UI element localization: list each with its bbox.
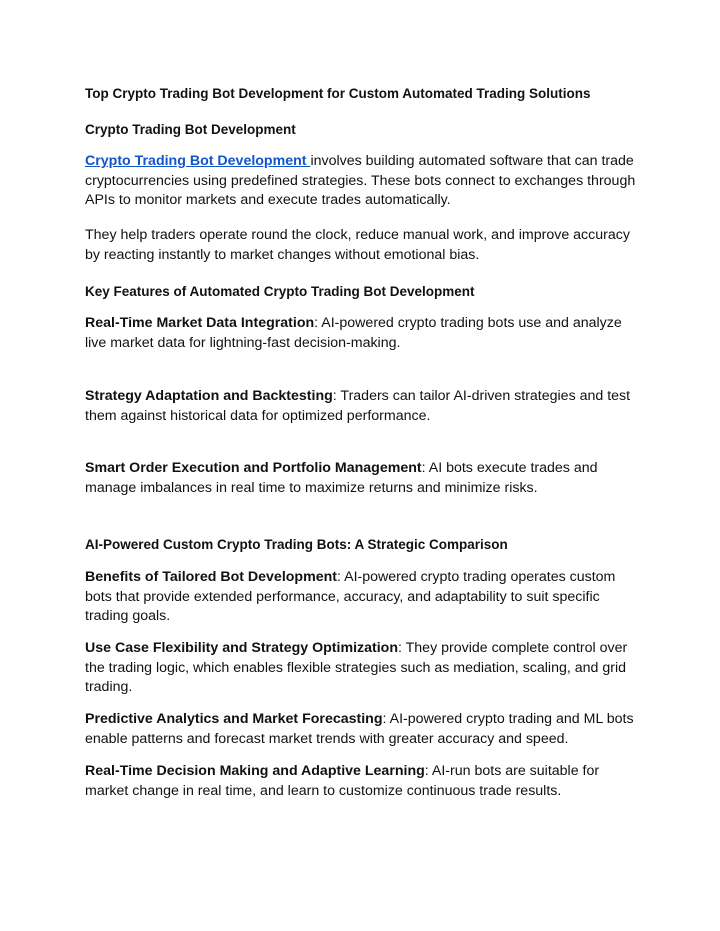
comparison-item: [85, 568, 645, 627]
feature-item: [85, 387, 645, 426]
comparison-term: Benefits of Tailored Bot Development: [85, 569, 337, 585]
crypto-trading-bot-development-link[interactable]: [85, 153, 310, 169]
comparison-text: : AI-run bots are suitable for market change in real time, and learn to customize continuous trade results.: [85, 763, 600, 799]
section-heading-key-features: Key Features of Automated Crypto Trading Bot Development: [85, 284, 475, 299]
comparison-term: Predictive Analytics and Market Forecasting: [85, 711, 383, 727]
benefits-paragraph: They help traders operate round the clock, reduce manual work, and improve accuracy by reacting instantly to market changes without emotional bias.: [85, 227, 630, 263]
feature-item: [85, 459, 645, 498]
feature-text: : AI bots execute trades and manage imbalances in real time to maximize returns and minimize risks.: [85, 460, 598, 496]
comparison-term: Real-Time Decision Making and Adaptive Learning: [85, 763, 425, 779]
comparison-item: [85, 762, 645, 801]
comparison-text: : AI-powered crypto trading operates custom bots that provide extended performance, accuracy, and adaptability to suit specific trading goals.: [85, 569, 616, 625]
feature-term: Smart Order Execution and Portfolio Management: [85, 460, 422, 476]
comparison-text: : AI-powered crypto trading and ML bots enable patterns and forecast market trends with greater accuracy and speed.: [85, 711, 634, 747]
comparison-item: [85, 710, 645, 749]
intro-paragraph: [85, 152, 645, 211]
feature-item: [85, 314, 645, 353]
document-title: Top Crypto Trading Bot Development for Custom Automated Trading Solutions: [85, 86, 591, 101]
feature-term: Real-Time Market Data Integration: [85, 315, 315, 331]
section-heading-crypto-trading-bot-development: Crypto Trading Bot Development: [85, 122, 296, 137]
comparison-term: Use Case Flexibility and Strategy Optimization: [85, 640, 398, 656]
feature-text: : AI-powered crypto trading bots use and analyze live market data for lightning-fast decision-making.: [85, 315, 622, 351]
section-heading-comparison: AI-Powered Custom Crypto Trading Bots: A Strategic Comparison: [85, 537, 508, 552]
comparison-text: : They provide complete control over the trading logic, which enables flexible strategies such as mediation, scaling, and grid trading.: [85, 640, 628, 696]
feature-text: : Traders can tailor AI-driven strategies and test them against historical data for optimized performance.: [85, 388, 631, 424]
feature-term: Strategy Adaptation and Backtesting: [85, 388, 333, 404]
link-text: Crypto Trading Bot Development: [85, 153, 307, 169]
intro-text: involves building automated software that can trade cryptocurrencies using predefined strategies. These bots connect to exchanges through APIs to monitor markets and execute trades automatically.: [85, 153, 636, 209]
comparison-item: [85, 639, 645, 698]
